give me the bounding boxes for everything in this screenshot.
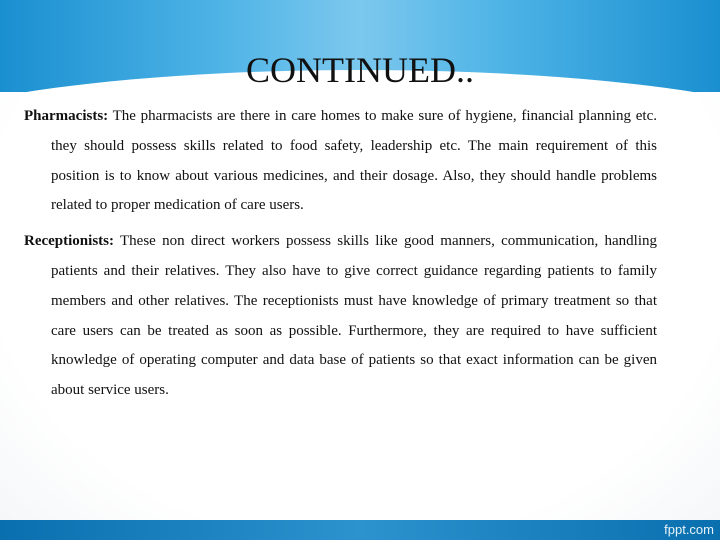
term-receptionists: Receptionists:: [24, 233, 114, 250]
paragraph-receptionists: [24, 227, 657, 406]
bottom-decorative-band: [0, 520, 720, 540]
footer-brand: fppt.com: [664, 522, 714, 537]
term-pharmacists: Pharmacists:: [24, 108, 109, 124]
paragraph-text: These non direct workers possess skills like good manners, communication, handling patients and their relatives. They also have to give correct guidance regarding patients to family members and other relatives. The receptionists must have knowledge of primary treatment so that care users can be treated as soon as possible. Furthermore, they are required to have sufficient knowledge of operating computer and data base of patients so that exact information can be given about service users.: [51, 233, 657, 399]
paragraph-text: The pharmacists are there in care homes to make sure of hygiene, financial planning etc. they should possess skills related to food safety, leadership etc. The main requirement of this position is to know about various medicines, and their dosage. Also, they should handle problems related to proper medication of care users.: [51, 108, 657, 214]
slide-body: [24, 102, 657, 412]
slide-title: CONTINUED..: [246, 50, 474, 90]
paragraph-pharmacists: [24, 102, 657, 221]
